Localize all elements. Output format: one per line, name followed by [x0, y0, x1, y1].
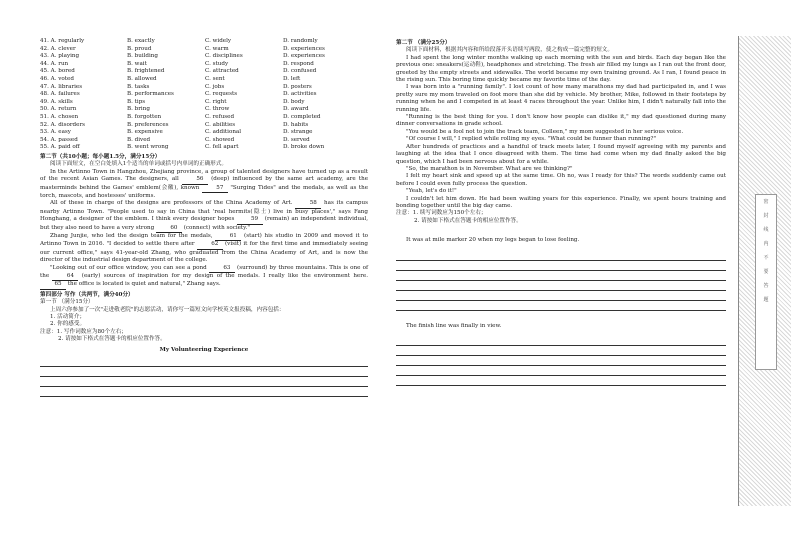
blank-59[interactable]: 59: [237, 216, 263, 224]
passage-paragraph: Zhang Junjie, who led the design team for the medals, 61 (start) his studio in 2009 and moved it to Artinno Town in 2016. "I decided to settle there after 62 (visit) it for the first time and immediately seeing our current office," says 41-year-old Zhang, who graduated from the China Academy of Art, and is now the director of the industrial design department of the college.: [40, 232, 369, 264]
section2-instruction: 阅读下面短文，在空白处填入1个适当的单词或括号内单词的正确形式。: [50, 161, 227, 168]
writing-line[interactable]: [396, 336, 726, 346]
story-paragraph: I felt my heart sink and speed up at the same time. Oh no, was I ready for this? The words suddenly came out before I could even fully process the question.: [396, 173, 726, 187]
option-row: 53. A. easy B. expensive C. additional D. strange: [40, 129, 313, 136]
writing-line[interactable]: [40, 377, 368, 387]
story-paragraph: After hundreds of practices and a handful of track meets later, I found myself agreeing with my parents and laughing at the idea that I once disagreed with them. The time had come when my dad finally asked the big question, which I had been nervous about for a while.: [396, 143, 726, 165]
writing-line[interactable]: [396, 376, 726, 386]
writing-line[interactable]: [396, 301, 726, 311]
note-2: 2. 请按如下格式在答题卡的相应位置作答。: [58, 336, 166, 343]
s1-heading: 第一节 （满分15分）: [40, 299, 94, 306]
paragraph-starter-1: It was at mile marker 20 when my legs began to lose feeling.: [406, 237, 580, 244]
blank-57[interactable]: 57: [202, 185, 228, 193]
binding-margin: [738, 36, 791, 506]
writing-line[interactable]: [40, 357, 368, 367]
blank-63[interactable]: 63: [209, 265, 235, 273]
essay-title: My Volunteering Experience: [159, 346, 249, 353]
blank-58[interactable]: 58: [295, 200, 321, 208]
story-paragraph: I couldn't let him down. He had been waiting years for this experience. Finally, we spent hours training and bonding together until the big day came.: [396, 195, 726, 209]
point-1: 1. 活动简介；: [50, 314, 86, 321]
binding-char: 封: [763, 213, 769, 219]
writing-line[interactable]: [396, 281, 726, 291]
writing-line[interactable]: [40, 367, 368, 377]
binding-label-box: [755, 194, 777, 370]
writing-line[interactable]: [396, 291, 726, 301]
right-column: [396, 38, 726, 386]
note-1: 注意：1. 写作词数应为80个左右；: [40, 328, 127, 335]
option-row: 52. A. disorders B. preferences C. abilities D. habits: [40, 121, 309, 128]
writing-line[interactable]: [396, 356, 726, 366]
binding-char: 密: [763, 199, 769, 205]
story-paragraph: "Of course I will," I replied while rolling my eyes. "What could be funner than running?": [406, 136, 657, 143]
blank-62[interactable]: 62: [197, 241, 223, 249]
writing-line[interactable]: [40, 387, 368, 397]
blank-60[interactable]: 60: [156, 225, 182, 233]
option-row: 48. A. failures B. performances C. requests D. activities: [40, 91, 317, 98]
s1-prompt: 上周六你参加了一次"走进敬老院"的志愿活动，请你写一篇短文向学校英文报投稿，内容包括：: [50, 306, 285, 313]
section2-heading: 第二节（共10小题；每小题1.5分，满分15分）: [40, 153, 161, 160]
option-row: 49. A. skills B. tips C. right D. body: [40, 98, 305, 105]
option-row: 55. A. paid off B. went wrong C. fell apart D. broke down: [40, 144, 325, 151]
blank-65[interactable]: 65: [40, 281, 66, 289]
passage-paragraph: In the Artinno Town in Hangzhou, Zhejiang province, a group of talented designers have turned up as a result of the recent Asian Games. The designers, all 56 (deep) influenced by the same art academy, are the masterminds behind the Games' emblem(会徽), known 57 "Surging Tides" and the medals, as well as the torch, mascots, and hostesses' uniforms.: [40, 168, 369, 199]
writing-line[interactable]: [396, 271, 726, 281]
option-row: 45. A. bored B. frightened C. attracted D. confused: [40, 68, 317, 75]
continuation-note-2: 2. 请按如下格式在答题卡的相应位置作答。: [414, 217, 522, 224]
blank-56[interactable]: 56: [182, 176, 208, 184]
continuation-note-1: 注意：1. 续写词数应为150个左右；: [396, 210, 487, 217]
writing-line[interactable]: [396, 251, 726, 261]
option-row: 51. A. chosen B. forgotten C. refused D. completed: [40, 113, 321, 120]
continuation-instruction: 阅读下面材料，根据其内容和所给段落开头语续写两段，使之构成一篇完整的短文。: [406, 47, 613, 54]
binding-char: 内: [763, 241, 769, 247]
left-column: [40, 38, 368, 397]
option-row: 47. A. libraries B. tasks C. jobs D. posters: [40, 83, 312, 90]
options-table: [40, 38, 368, 152]
story-paragraph: "You would be a fool not to join the track team, Colleen," my mom suggested in her serious voice.: [406, 128, 684, 135]
part4-heading: 第四部分 写作（共两节，满分40分）: [40, 291, 134, 298]
option-row: 42. A. clever B. proud C. warm D. experiences: [40, 45, 325, 52]
writing-line[interactable]: [396, 366, 726, 376]
option-row: 50. A. return B. bring C. throw D. award: [40, 106, 309, 113]
story-paragraph: "So, the marathon is in November. What are we thinking?": [406, 165, 573, 172]
option-row: 43. A. playing B. building C. disciplines D. experiences: [40, 53, 325, 60]
blank-61[interactable]: 61: [215, 233, 241, 241]
binding-char: 不: [763, 255, 769, 261]
writing-line[interactable]: [396, 346, 726, 356]
passage-paragraph: All of these in charge of the designs are professors of the China Academy of Art. 58 has its campus nearby Artinno Town. "People used to say in China that 'real hermits(隐士) live in busy places'," says Fang Honghang, a designer of the emblem. I think every designer hopes 59 (remain) an independent individual, but they also need to have a very strong 60 (connect) with society.": [40, 200, 368, 233]
binding-char: 题: [763, 297, 769, 303]
writing-line[interactable]: [396, 261, 726, 271]
option-row: 41. A. regularly B. exactly C. widely D. randomly: [40, 38, 318, 44]
passage-paragraph: "Looking out of our office window, you can see a pond 63 (surround) by three mountains. This is one of the 64 (early) sources of inspiration for my design of the medals. I really like the environment here. 65 the office is located is quiet and natural," Zhang says.: [40, 265, 368, 290]
binding-char: 答: [763, 283, 769, 289]
story-paragraph: I was born into a "running family". I lost count of how many marathons my dad had participated in, and I was pretty sure my mom traveled on foot more than she did by vehicle. My brother, Mike, followed in their footsteps by running when he and I competed in at least 4 races throughout the year. Unlike him, I didn't naturally fall into the running life.: [396, 84, 726, 113]
continuation-heading: 第二节 （满分25分）: [396, 40, 451, 46]
option-row: 44. A. run B. wait C. study D. respond: [40, 60, 314, 67]
binding-char: 线: [763, 227, 769, 233]
binding-char: 要: [763, 269, 769, 275]
option-row: 54. A. passed B. dived C. showed D. served: [40, 136, 310, 143]
story-paragraph: "Yeah, let's do it!": [406, 188, 457, 195]
paragraph-starter-2: The finish line was finally in view.: [406, 322, 502, 329]
story-paragraph: I had spent the long winter months walking up each morning with the sun and birds. Each day began like the previous one: sneakers(运动鞋), headphones and stretching. The fresh air filled my lungs as I ran out the front door, greeted by the empty streets and sidewalks. The world became my own training ground. As I ran, I found peace in the rising sun. This boring time quickly became my favorite time of the day.: [396, 54, 726, 84]
blank-64[interactable]: 64: [52, 273, 78, 281]
option-row: 46. A. voted B. allowed C. sent D. left: [40, 75, 301, 82]
story-paragraph: "Running is the best thing for you. I don't know how people can dislike it," my dad questioned during many dinner conversations in grade school.: [396, 114, 726, 128]
point-2: 2. 你的感受。: [50, 321, 86, 328]
